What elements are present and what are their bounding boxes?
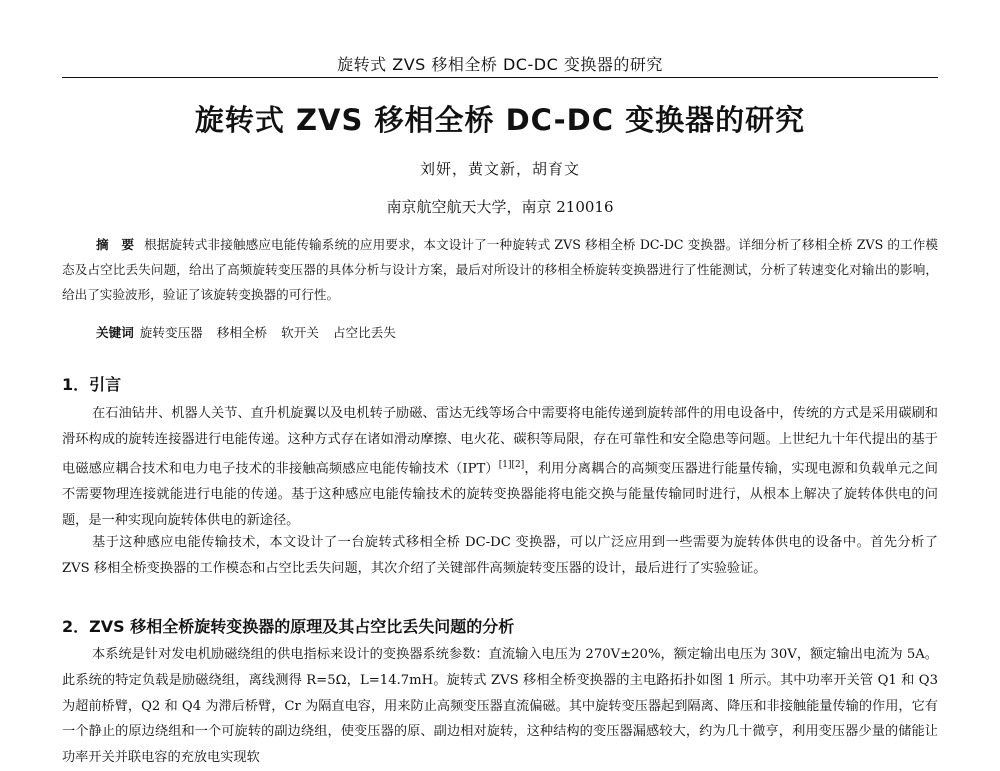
para-text: ，利用分离耦合的高频变压器进行能量传输，实现电源和负载单元之间不需要物理连接就能进行电能的传递。基于这种感应电能传输技术的旋转变换器能将电能交换与能量传输同时进行，从根本上解决了旋转体供电的问题，是一种实现向旋转体供电的新途径。 (62, 460, 938, 528)
section-1-paragraph-1 (62, 401, 938, 533)
abstract-text: 根据旋转式非接触感应电能传输系统的应用要求，本文设计了一种旋转式 ZVS 移相全桥 DC-DC 变换器。详细分析了移相全桥 ZVS 的工作模态及占空比丢失问题，给出了高频旋转变压器的具体分析与设计方案，最后对所设计的移相全桥旋转变换器进行了性能测试，分析了转速变化对输出的影响，给出了实验波形，验证了该旋转变换器的可行性。 (62, 237, 939, 302)
keywords-label: 关键词 (96, 325, 134, 340)
citation: [1][2] (498, 459, 525, 470)
keyword-item: 旋转变压器 (139, 325, 203, 340)
section-1-paragraph-2: 基于这种感应电能传输技术，本文设计了一台旋转式移相全桥 DC-DC 变换器，可以广泛应用到一些需要为旋转体供电的设备中。首先分析了 ZVS 移相全桥变换器的工作模态和占空比丢失问题，其次介绍了关键部件高频旋转变压器的设计，最后进行了实验验证。 (62, 535, 938, 576)
running-header: 旋转式 ZVS 移相全桥 DC-DC 变换器的研究 (337, 55, 663, 74)
authors: 刘妍，黄文新，胡育文 (419, 160, 580, 178)
para-text: 在石油钻井、机器人关节、直升机旋翼以及电机转子励磁、雷达无线等场合中需要将电能传递到旋转部件的用电设备中，传统的方式是采用碳刷和滑环构成的旋转连接器进行电能传递。这种方式存在诸如滑动摩擦、电火花、碳积等局限，存在可靠性和安全隐患等问题。上世纪九十年代提出的基于电磁感应耦合技术和电力电子技术的非接触高频感应电能传输技术（IPT） (62, 406, 938, 476)
paper-title: 旋转式 ZVS 移相全桥 DC-DC 变换器的研究 (194, 103, 806, 137)
header-rule (62, 77, 938, 78)
keyword-item: 软开关 (281, 325, 319, 340)
section-2-paragraph-1: 本系统是针对发电机励磁绕组的供电指标来设计的变换器系统参数：直流输入电压为 270V±20%，额定输出电压为 30V，额定输出电流为 5A。此系统的特定负载是励磁绕组，离线测得 R=5Ω，L=14.7mH。旋转式 ZVS 移相全桥变换器的主电路拓扑如图 1 所示。其中功率开关管 Q1 和 Q3 为超前桥臂，Q2 和 Q4 为滞后桥臂，Cr 为隔直电容，用来防止高频变压器直流偏磁。其中旋转变压器起到隔离、降压和非接触能量传输的作用，它有一个静止的原边绕组和一个可旋转的副边绕组，使变压器的原、副边相对旋转，这种结构的变压器漏感较大，约为几十微亨，利用变压器少量的储能让功率开关并联电容的充放电实现软 (62, 647, 938, 766)
keyword-item: 移相全桥 (216, 325, 268, 340)
keywords (62, 320, 938, 345)
abstract-label: 摘 要 (96, 237, 135, 252)
keyword-item: 占空比丢失 (332, 325, 396, 340)
section-1-heading: 1．引言 (62, 375, 122, 394)
abstract (62, 232, 938, 307)
affiliation: 南京航空航天大学，南京 210016 (386, 198, 614, 216)
section-2-heading: 2．ZVS 移相全桥旋转变换器的原理及其占空比丢失问题的分析 (62, 617, 515, 636)
